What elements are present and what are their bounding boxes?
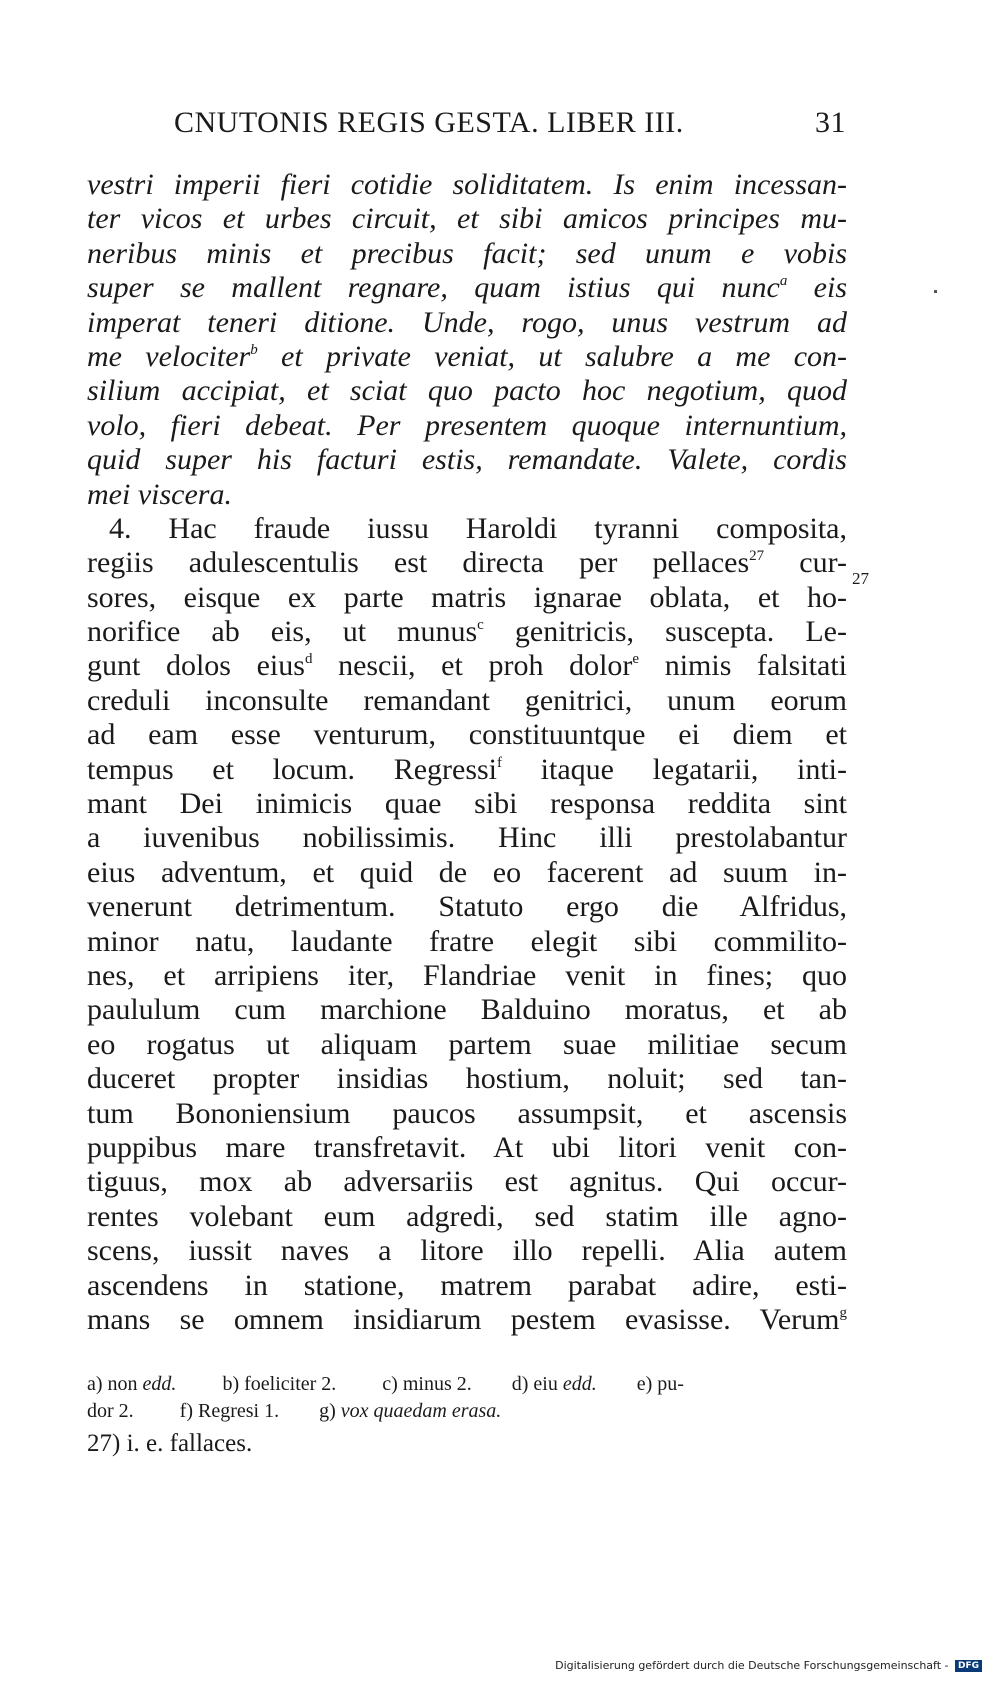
footnote-italic: edd. — [142, 1373, 177, 1395]
footnote-entry — [180, 1398, 279, 1425]
note-marker: d — [304, 651, 313, 668]
margin-note-reference: 27 — [852, 569, 869, 588]
line-text: eo rogatus ut aliquam partem suae militiae secum — [87, 1027, 847, 1061]
footnote-text: Regresi 1. — [198, 1400, 280, 1422]
line-text: quid super his facturi estis, remandate. Valete, cordis — [87, 443, 847, 477]
footnote-italic: vox quaedam erasa. — [340, 1400, 502, 1422]
credit-text: Digitalisierung gefördert durch die Deutsche Forschungsgemeinschaft - — [555, 1659, 949, 1672]
line-text: super se mallent regnare, quam istius qui nunc — [87, 271, 780, 305]
text-line — [87, 374, 847, 408]
line-text: scens, iussit naves a litore illo repelli. Alia autem — [87, 1234, 847, 1268]
line-text: tiguus, mox ab adversariis est agnitus. Qui occur- — [87, 1165, 847, 1199]
scan-speck — [934, 290, 937, 293]
footnote-label: a) — [87, 1373, 103, 1395]
text-line — [87, 1269, 847, 1303]
line-text: tempus et locum. Regressi — [87, 752, 498, 786]
text-line — [87, 821, 847, 855]
note-marker: a — [779, 273, 788, 290]
line-text: et private veniat, ut salubre a me con- — [257, 339, 848, 373]
text-line — [87, 1028, 847, 1062]
running-title: CNUTONIS REGIS GESTA. LIBER III. — [174, 106, 684, 139]
text-line — [87, 202, 847, 236]
text-line — [87, 1062, 847, 1096]
footnote-text: foeliciter 2. — [244, 1373, 337, 1395]
line-text: nescii, et proh dolor — [312, 649, 633, 683]
footnote-text: minus 2. — [402, 1373, 472, 1395]
running-head — [86, 106, 846, 146]
footnote-line — [87, 1371, 847, 1398]
text-line — [87, 649, 847, 683]
note-marker: c — [477, 617, 484, 634]
text-line — [87, 1200, 847, 1234]
footnote-label: c) — [382, 1373, 398, 1395]
text-line — [87, 478, 847, 512]
text-line — [87, 787, 847, 821]
line-text: 4. Hac fraude iussu Haroldi tyranni composita, — [109, 511, 847, 545]
line-text: mei viscera. — [87, 477, 232, 511]
page-number: 31 — [815, 106, 846, 139]
line-text: nes, et arripiens iter, Flandriae venit in fines; quo — [87, 958, 847, 992]
footnote-entry — [87, 1371, 176, 1398]
line-text: paululum cum marchione Balduino moratus, et ab — [87, 993, 847, 1027]
text-line — [87, 993, 847, 1027]
line-text: genitricis, suscepta. Le- — [483, 615, 847, 649]
text-line — [87, 856, 847, 890]
text-line — [87, 168, 847, 202]
line-text: eius adventum, et quid de eo facerent ad suum in- — [87, 855, 847, 889]
footnote-entry — [382, 1371, 471, 1398]
text-line — [87, 340, 847, 374]
text-line — [87, 1097, 847, 1131]
line-text: puppibus mare transfretavit. At ubi litori venit con- — [87, 1130, 847, 1164]
text-line — [87, 1131, 847, 1165]
note-marker: b — [250, 341, 258, 358]
line-text: ter vicos et urbes circuit, et sibi amicos principes mu- — [87, 202, 847, 236]
line-text: imperat teneri ditione. Unde, rogo, unus vestrum ad — [87, 305, 847, 339]
line-text: me velociter — [87, 339, 251, 373]
line-text: sores, eisque ex parte matris ignarae oblata, et ho- — [87, 580, 847, 614]
footnote-label: e) — [636, 1373, 653, 1395]
note-marker: g — [839, 1304, 847, 1321]
text-line — [87, 409, 847, 443]
line-text: norifice ab eis, ut munus — [87, 615, 478, 649]
line-text: mans se omnem insidiarum pestem evasisse. Verum — [87, 1302, 840, 1336]
footnote-line — [87, 1398, 847, 1425]
text-line — [87, 890, 847, 924]
note-marker: 27 — [749, 548, 765, 565]
text-line — [87, 753, 847, 787]
footnote-entry — [637, 1371, 684, 1398]
line-text: venerunt detrimentum. Statuto ergo die Alfridus, — [87, 890, 847, 924]
note-marker: e — [632, 651, 640, 668]
line-text: tum Bononiensium paucos assumpsit, et ascensis — [87, 1096, 847, 1130]
line-text: mant Dei inimicis quae sibi responsa reddita sint — [87, 787, 847, 821]
line-text: a iuvenibus nobilissimis. Hinc illi prestolabantur — [87, 821, 847, 855]
line-text: eis — [787, 271, 847, 305]
text-line — [87, 684, 847, 718]
line-text: volo, fieri debeat. Per presentem quoque internuntium, — [87, 408, 847, 442]
footnote-entry — [87, 1398, 134, 1425]
line-text: nimis falsitati — [639, 649, 847, 683]
line-text: gunt dolos eius — [87, 649, 305, 683]
text-line — [87, 1165, 847, 1199]
line-text: cur- — [764, 546, 847, 580]
text-line — [87, 925, 847, 959]
line-text: ad eam esse venturum, constituuntque ei diem et — [87, 718, 847, 752]
text-line — [87, 443, 847, 477]
line-text: ascendens in statione, matrem parabat adire, esti- — [87, 1268, 847, 1302]
text-line — [87, 1303, 847, 1337]
text-line — [87, 1234, 847, 1268]
text-line — [87, 581, 847, 615]
footnote-text: pu- — [657, 1373, 684, 1395]
footnote-text: dor 2. — [87, 1400, 134, 1422]
footnote-text: non — [107, 1373, 138, 1395]
footnote-label: b) — [222, 1373, 240, 1395]
line-text: minor natu, laudante fratre elegit sibi commilito- — [87, 924, 847, 958]
note-marker: f — [497, 754, 503, 771]
footnote-entry — [222, 1371, 336, 1398]
footnote-label: g) — [319, 1400, 336, 1422]
text-line — [87, 237, 847, 271]
digitization-credit — [555, 1659, 982, 1672]
dfg-logo-icon: DFG — [955, 1660, 982, 1672]
line-text: silium accipiat, et sciat quo pacto hoc negotium, quod — [87, 374, 847, 408]
footnote-entry — [319, 1398, 501, 1425]
footnote-italic: edd. — [562, 1373, 597, 1395]
footnote-label: f) — [179, 1400, 193, 1422]
line-text: creduli inconsulte remandant genitrici, unum eorum — [87, 683, 847, 717]
line-text: regiis adulescentulis est directa per pellaces — [87, 546, 750, 580]
text-line — [87, 271, 847, 305]
critical-apparatus — [87, 1371, 847, 1425]
text-line — [87, 959, 847, 993]
line-text: neribus minis et precibus facit; sed unum e vobis — [87, 236, 847, 270]
footnote-label: d) — [511, 1373, 529, 1395]
line-text: duceret propter insidias hostium, noluit; sed tan- — [87, 1062, 847, 1096]
text-line — [87, 615, 847, 649]
footnote-entry — [512, 1371, 597, 1398]
editorial-footnote: 27) i. e. fallaces. — [87, 1430, 253, 1457]
line-text: itaque legatarii, inti- — [502, 752, 847, 786]
text-line — [87, 546, 847, 580]
footnote-text: eiu — [533, 1373, 558, 1395]
line-text: vestri imperii fieri cotidie soliditatem. Is enim incessan- — [87, 168, 847, 201]
text-line — [87, 512, 847, 546]
body-text — [87, 168, 847, 1337]
text-line — [87, 306, 847, 340]
line-text: rentes volebant eum adgredi, sed statim ille agno- — [87, 1199, 847, 1233]
text-line — [87, 718, 847, 752]
